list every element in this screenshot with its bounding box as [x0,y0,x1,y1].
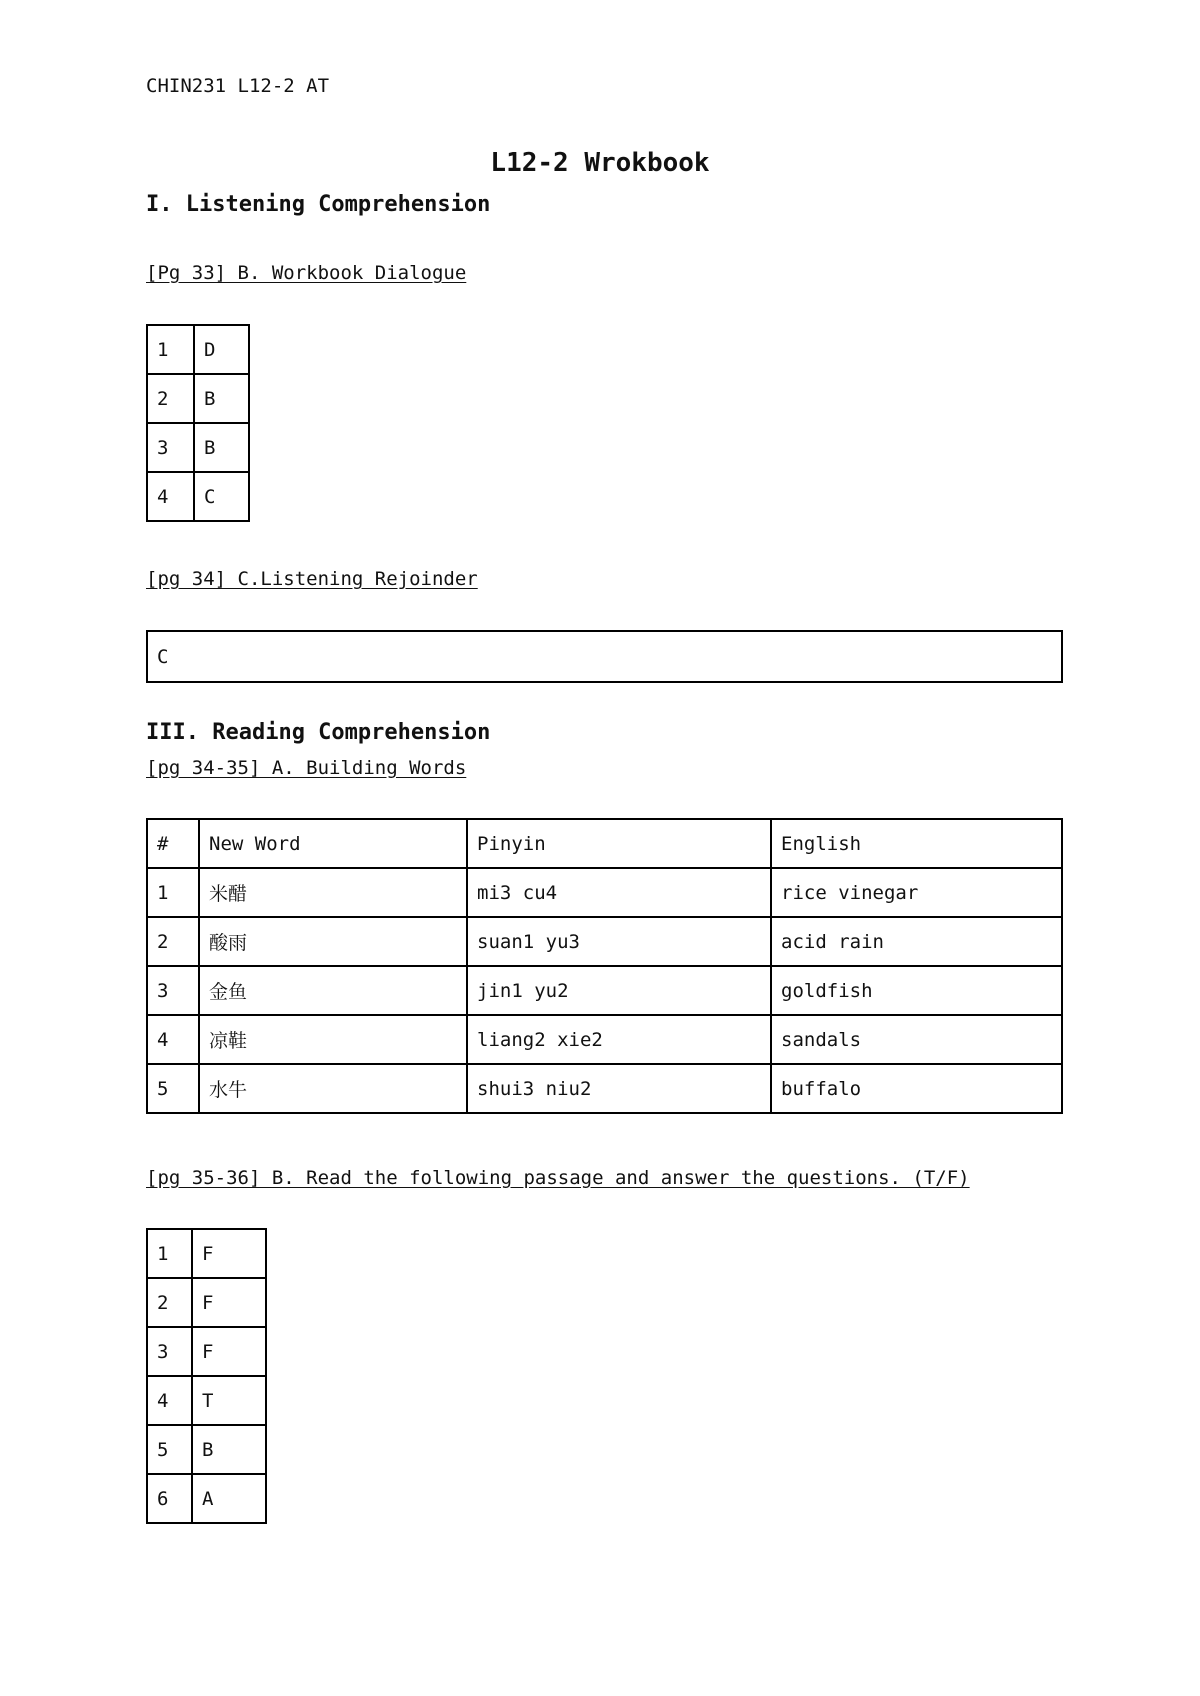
pinyin: shui3 niu2 [467,1064,771,1113]
answer-cell: D [194,325,249,374]
new-word: 金鱼 [199,966,467,1015]
table-row [147,1278,266,1327]
english: buffalo [771,1064,1062,1113]
table-row [147,423,249,472]
question-number: 2 [147,374,194,423]
column-header: New Word [199,819,467,868]
english: rice vinegar [771,868,1062,917]
dialogue-subheading: [Pg 33] B. Workbook Dialogue [146,262,467,284]
new-word: 水牛 [199,1064,467,1113]
question-number: 1 [147,1229,192,1278]
table-row [147,868,1062,917]
word-number: 4 [147,1015,199,1064]
answer-cell: A [192,1474,266,1523]
question-number: 3 [147,423,194,472]
rejoinder-answer-table [146,630,1063,683]
table-header-row [147,819,1062,868]
column-header: English [771,819,1062,868]
word-number: 1 [147,868,199,917]
table-row [147,917,1062,966]
table-row [147,374,249,423]
pinyin: jin1 yu2 [467,966,771,1015]
table-row [147,1327,266,1376]
passage-subheading: [pg 35-36] B. Read the following passage and answer the questions. (T/F) [146,1167,970,1189]
rejoinder-subheading: [pg 34] C.Listening Rejoinder [146,568,478,590]
table-row [147,1376,266,1425]
question-number: 4 [147,472,194,521]
table-row [147,1425,266,1474]
new-word: 米醋 [199,868,467,917]
table-row [147,966,1062,1015]
answer-cell: C [194,472,249,521]
answer-cell: F [192,1229,266,1278]
question-number: 5 [147,1425,192,1474]
question-number: 4 [147,1376,192,1425]
table-row [147,631,1062,682]
answer-cell: B [194,374,249,423]
table-row [147,1015,1062,1064]
new-word: 凉鞋 [199,1015,467,1064]
question-number: 1 [147,325,194,374]
english: sandals [771,1015,1062,1064]
word-number: 2 [147,917,199,966]
question-number: 6 [147,1474,192,1523]
listening-section-heading: I. Listening Comprehension [146,192,491,217]
pinyin: mi3 cu4 [467,868,771,917]
building-words-table [146,818,1063,1114]
page-title: L12-2 Wrokbook [490,148,710,178]
column-header: # [147,819,199,868]
answer-cell: C [147,631,1062,682]
table-row [147,472,249,521]
question-number: 2 [147,1278,192,1327]
table-row [147,1474,266,1523]
word-number: 3 [147,966,199,1015]
table-row [147,1064,1062,1113]
reading-section-heading: III. Reading Comprehension [146,720,491,745]
english: goldfish [771,966,1062,1015]
dialogue-answer-table [146,324,250,522]
table-row [147,325,249,374]
table-row [147,1229,266,1278]
english: acid rain [771,917,1062,966]
answer-cell: B [192,1425,266,1474]
word-number: 5 [147,1064,199,1113]
building-words-subheading: [pg 34-35] A. Building Words [146,757,467,779]
course-code: CHIN231 L12-2 AT [146,75,330,97]
answer-cell: B [194,423,249,472]
column-header: Pinyin [467,819,771,868]
pinyin: suan1 yu3 [467,917,771,966]
answer-cell: T [192,1376,266,1425]
answer-cell: F [192,1278,266,1327]
pinyin: liang2 xie2 [467,1015,771,1064]
new-word: 酸雨 [199,917,467,966]
passage-answer-table [146,1228,267,1524]
answer-cell: F [192,1327,266,1376]
question-number: 3 [147,1327,192,1376]
